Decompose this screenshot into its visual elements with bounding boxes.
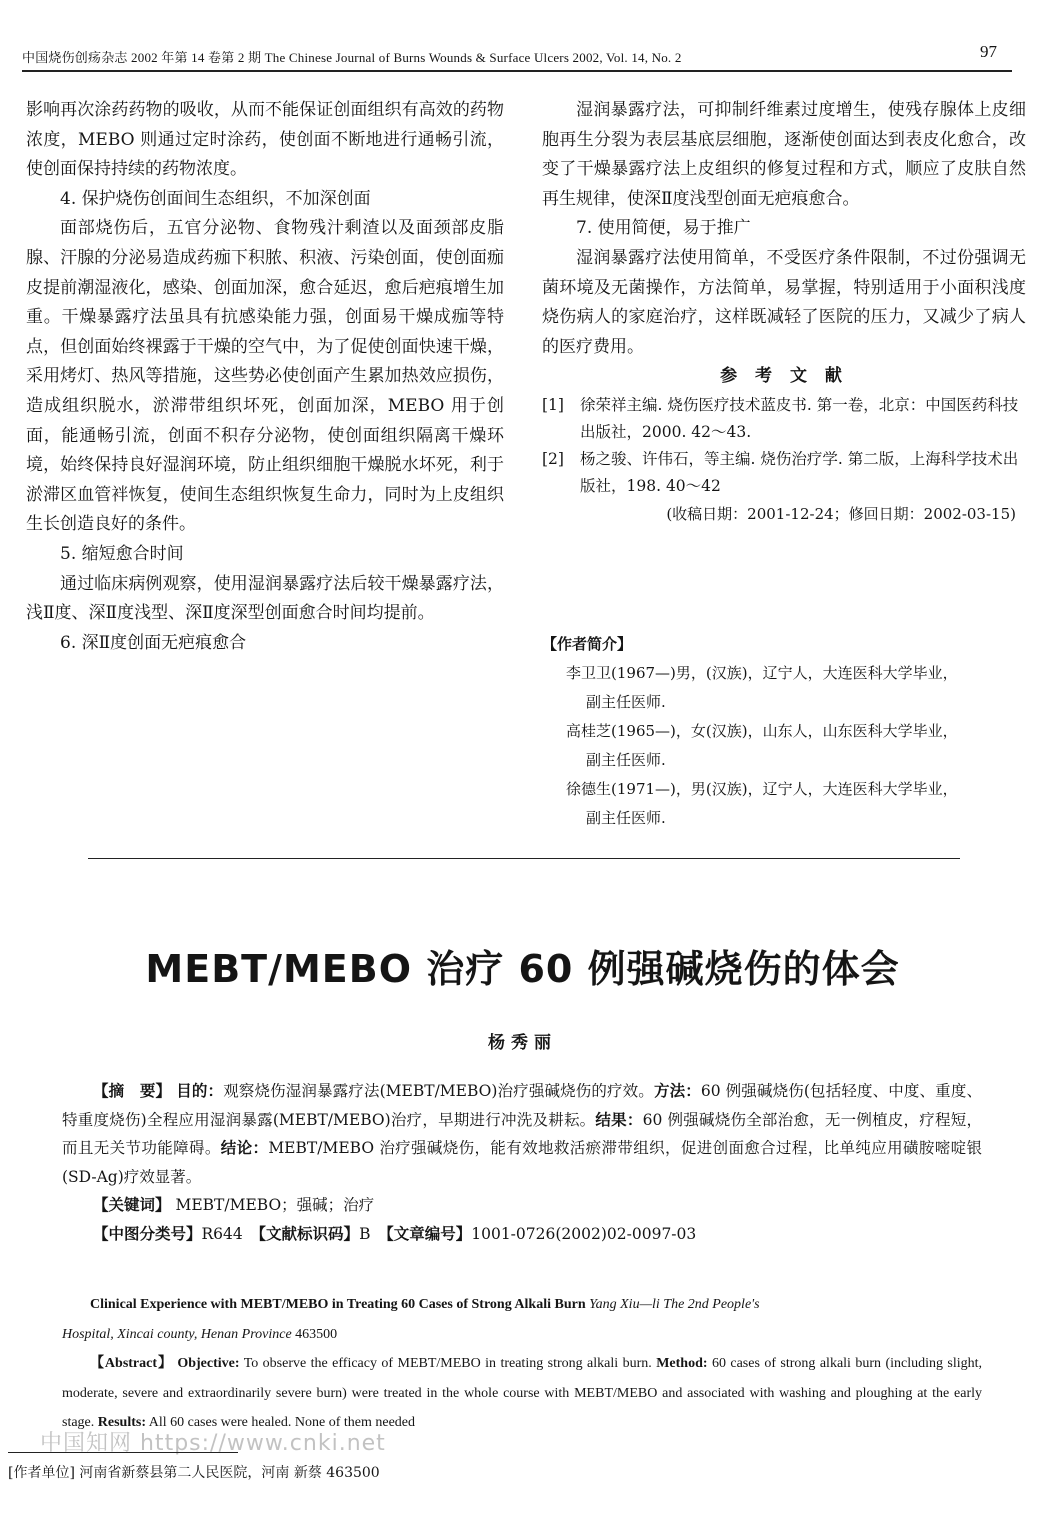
english-affiliation: Hospital, Xincai county, Henan Province <box>62 1326 292 1342</box>
left-heading-6: 6. 深Ⅱ度创面无疤痕愈合 <box>60 632 247 653</box>
doc-code-label: 【文献标识码】 <box>258 1223 360 1243</box>
english-objective-text: To observe the efficacy of MEBT/MEBO in treating strong alkali burn. <box>243 1356 652 1371</box>
author-bio-line: 徐德生(1971—)，男(汉族)，辽宁人，大连医科大学毕业， <box>566 780 958 798</box>
keywords-text: MEBT/MEBO；强碱；治疗 <box>175 1196 375 1214</box>
left-para-3: 通过临床病例观察，使用湿润暴露疗法后较干燥暴露疗法，浅Ⅱ度、深Ⅱ度浅型、深Ⅱ度深型创面愈合时间均提前。 <box>26 573 504 624</box>
article-no-label: 【文章编号】 <box>385 1223 472 1243</box>
author-profile <box>542 630 1026 833</box>
article-title: MEBT/MEBO 治疗 60 例强碱烧伤的体会 <box>145 947 900 991</box>
english-objective-label: Objective: <box>177 1356 240 1371</box>
left-para-2: 面部烧伤后，五官分泌物、食物残汁剩渣以及面颈部皮脂腺、汗腺的分泌易造成药痂下积脓、积液、污染创面，使创面痂皮提前潮湿液化，感染、创面加深，愈合延迟，愈后疤痕增生加重。干燥暴露疗法虽具有抗感染能力强，创面易干燥成痂等特点，但创面始终裸露于干燥的空气中，为了促使创面快速干燥，采用烤灯、热风等措施，这些势必使创面产生累加热效应损伤，造成组织脱水，淤滞带组织坏死，创面加深，MEBO 用于创面，能通畅引流，创面不积存分泌物，使创面组织隔离干燥环境，始终保持良好湿润环境，防止组织细胞干燥脱水坏死，利于淤滞区血管袢恢复，使间生态组织恢复生命力，同时为上皮组织生长创造良好的条件。 <box>26 218 504 535</box>
right-para-2: 湿润暴露疗法使用简单，不受医疗条件限制，不过份强调无菌环境及无菌操作，方法简单，易掌握，特别适用于小面积浅度烧伤病人的家庭治疗，这样既减轻了医院的压力，又减少了病人的医疗费用。 <box>542 247 1026 357</box>
english-title: Clinical Experience with MEBT/MEBO in Treating 60 Cases of Strong Alkali Burn <box>90 1297 586 1312</box>
references-title: 参 考 文 献 <box>720 366 848 387</box>
right-column <box>542 96 1026 528</box>
keywords-label: 【关键词】 <box>93 1195 171 1214</box>
english-results-label: Results: <box>97 1415 146 1430</box>
class-label: 【中图分类号】 <box>93 1223 202 1243</box>
page-number: 97 <box>980 42 997 61</box>
author-bio-line: 副主任医师. <box>586 693 666 711</box>
reference-number: [1] <box>542 395 564 414</box>
right-para-1: 湿润暴露疗法，可抑制纤维素过度增生，使残存腺体上皮细胞再生分裂为表层基底层细胞，逐渐使创面达到表皮化愈合，改变了干燥暴露疗法上皮组织的修复过程和方式，顺应了皮肤自然再生规律，使深Ⅱ度浅型创面无疤痕愈合。 <box>542 100 1026 209</box>
reference-text: 徐荣祥主编. 烧伤医疗技术蓝皮书. 第一卷，北京：中国医药科技出版社，2000. 42～43. <box>580 395 1019 441</box>
english-affiliation-line <box>62 1320 982 1350</box>
english-abstract <box>62 1290 982 1438</box>
author-bio-line: 李卫卫(1967—)男，(汉族)，辽宁人，大连医科大学毕业， <box>566 664 958 682</box>
received-dates: (收稿日期：2001-12-24；修回日期：2002-03-15) <box>666 504 1016 523</box>
english-postcode: 463500 <box>295 1326 338 1342</box>
cnki-watermark: 中国知网 https://www.cnki.net <box>40 1431 386 1456</box>
abstract-label: 【摘 要】 <box>93 1081 172 1100</box>
conclusion-text: MEBT/MEBO 治疗强碱烧伤，能有效地救活瘀滞带组织，促进创面愈合过程，比单纯应用磺胺嘧啶银(SD-Ag)疗效显著。 <box>62 1139 982 1186</box>
left-para-1: 影响再次涂药药物的吸收，从而不能保证创面组织有高效的药物浓度，MEBO 则通过定时涂药，使创面不断地进行通畅引流，使创面保持持续的药物浓度。 <box>26 100 504 180</box>
left-heading-5: 5. 缩短愈合时间 <box>60 543 184 564</box>
objective-label: 目的： <box>176 1081 224 1100</box>
running-head: 中国烧伤创疡杂志 2002 年第 14 卷第 2 期 The Chinese Journal of Burns Wounds & Surface Ulcers 2002, Vol. 14, No. 2 <box>22 50 682 65</box>
method-label: 方法： <box>653 1081 701 1100</box>
reference-number: [2] <box>542 449 564 468</box>
author-bio-line: 副主任医师. <box>586 809 666 827</box>
footnote-rule <box>8 1452 238 1453</box>
keywords-line <box>62 1191 982 1220</box>
author-bio-line: 高桂芝(1965—)，女(汉族)，山东人，山东医科大学毕业， <box>566 722 958 740</box>
article-no-value: 1001-0726(2002)02-0097-03 <box>471 1224 697 1243</box>
classification-line <box>62 1220 982 1249</box>
result-text: 60 例强碱烧伤全部治愈，无一例植皮，疗程短，而且无关节功能障碍。 <box>62 1110 982 1157</box>
reference-item <box>542 446 1026 500</box>
section-divider <box>88 858 960 859</box>
right-heading-7: 7. 使用简便，易于推广 <box>576 218 751 239</box>
reference-item <box>542 392 1026 446</box>
left-heading-4: 4. 保护烧伤创面间生态组织，不加深创面 <box>60 188 371 209</box>
result-label: 结果： <box>595 1109 643 1129</box>
conclusion-label: 结论： <box>220 1138 269 1157</box>
method-text: 60 例强碱烧伤(包括轻度、中度、重度、特重度烧伤)全程应用湿润暴露(MEBT/MEBO)治疗，早期进行冲洗及耕耘。 <box>62 1082 982 1129</box>
doc-code-value: B <box>359 1224 371 1243</box>
english-method-label: Method: <box>656 1356 708 1371</box>
chinese-abstract <box>62 1077 982 1248</box>
article-author: 杨秀丽 <box>488 1033 557 1053</box>
author-bio-line: 副主任医师. <box>586 751 666 769</box>
header-rule <box>22 70 1012 72</box>
english-results-text: All 60 cases were healed. None of them needed <box>148 1415 416 1430</box>
english-method-text: 60 cases of strong alkali burn (including slight, moderate, severe and extraordinarily severe burn) were treated in the whole course with MEBT/MEBO and associated with washing and ploughing at the early stage. <box>62 1356 983 1430</box>
class-value: R644 <box>201 1224 243 1243</box>
author-profile-label: 【作者简介】 <box>542 635 633 653</box>
english-author-affiliation: Yang Xiu—li The 2nd People's <box>589 1297 760 1312</box>
english-abstract-paragraph <box>62 1349 982 1438</box>
reference-text: 杨之骏、许伟石，等主编. 烧伤治疗学. 第二版，上海科学技术出版社，198. 40～42 <box>580 449 1019 495</box>
left-column <box>26 96 504 658</box>
english-abstract-label: 【Abstract】 <box>90 1356 173 1371</box>
objective-text: 观察烧伤湿润暴露疗法(MEBT/MEBO)治疗强碱烧伤的疗效。 <box>223 1082 654 1100</box>
english-title-line <box>62 1290 982 1320</box>
abstract-paragraph <box>62 1077 982 1191</box>
author-unit-footnote: [作者单位] 河南省新蔡县第二人民医院，河南 新蔡 463500 <box>8 1465 380 1481</box>
